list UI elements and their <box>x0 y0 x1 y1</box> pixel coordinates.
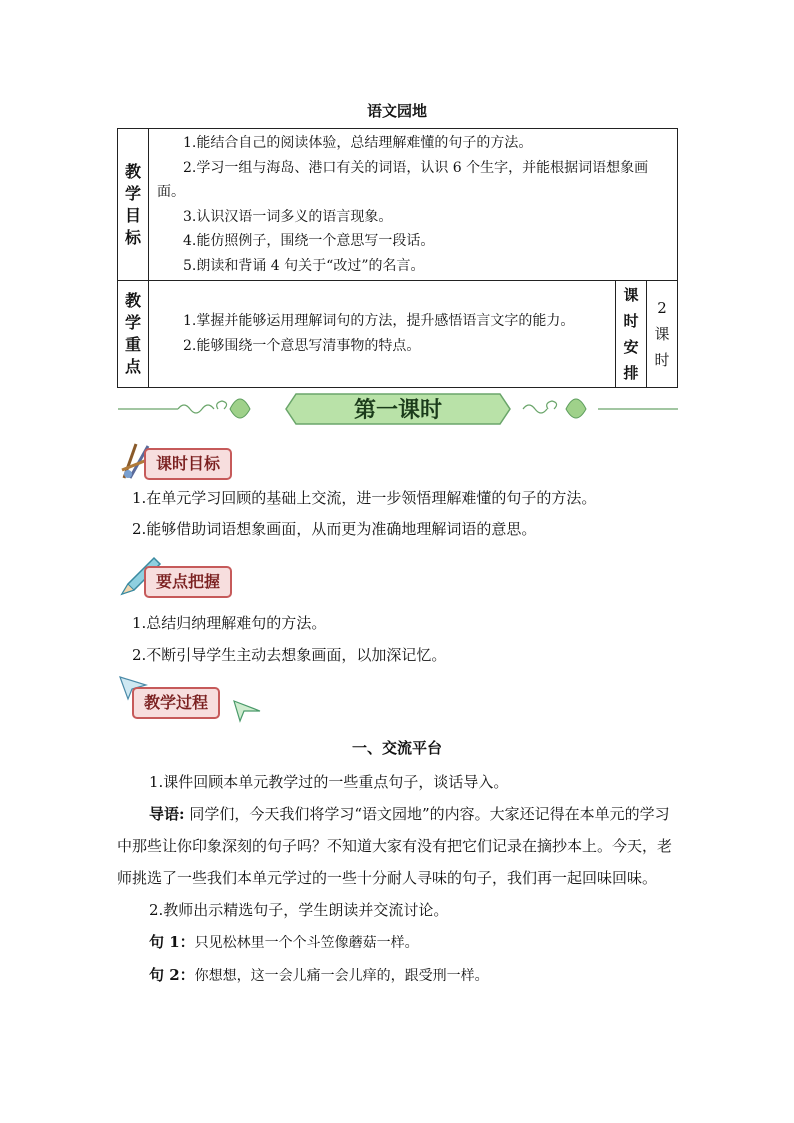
schedule-value: 2 课 时 <box>647 281 678 388</box>
goals-label: 教 学 目 标 <box>118 129 149 281</box>
keypoint-item: 1.总结归纳理解难句的方法。 <box>132 614 327 632</box>
keys-content <box>149 281 616 388</box>
schedule-label: 课 时 安 排 <box>616 281 647 388</box>
paper-plane-icon <box>232 697 262 723</box>
objectives-heading: 课时目标 <box>144 448 232 480</box>
leaf-icon <box>230 399 250 418</box>
banner-right-vine <box>523 401 678 413</box>
process-body <box>117 766 679 992</box>
page-title: 语文园地 <box>366 102 427 120</box>
intro-label: 导语: <box>149 805 185 823</box>
process-badge <box>118 675 268 715</box>
keypoints-badge <box>118 558 258 598</box>
lesson-plan-table <box>117 128 678 388</box>
goal-item: 2.学习一组与海岛、港口有关的词语，认识 6 个生字，并能根据词语想象画面。 <box>157 159 649 200</box>
key-item: 1.掌握并能够运用理解词句的方法，提升感悟语言文字的能力。 <box>183 313 575 329</box>
step-1: 1.课件回顾本单元教学过的一些重点句子，谈话导入。 <box>149 773 509 791</box>
keypoint-item: 2.不断引导学生主动去想象画面，以加深记忆。 <box>132 646 447 664</box>
goal-item: 1.能结合自己的阅读体验，总结理解难懂的句子的方法。 <box>183 135 533 151</box>
leaf-icon <box>566 399 586 418</box>
goal-item: 4.能仿照例子，围绕一个意思写一段话。 <box>183 233 435 249</box>
sentence-2: 句 2：你想想，这一会儿痛一会儿痒的，跟受刑一样。 <box>149 966 489 984</box>
sentence-1: 句 1：只见松林里一个个斗笠像蘑菇一样。 <box>149 933 419 951</box>
lesson-banner <box>118 388 678 430</box>
objectives-badge <box>118 440 258 480</box>
objective-item: 2.能够借助词语想象画面，从而更为准确地理解词语的意思。 <box>132 520 537 538</box>
key-item: 2.能够围绕一个意思写清事物的特点。 <box>183 338 421 354</box>
objective-item: 1.在单元学习回顾的基础上交流，进一步领悟理解难懂的句子的方法。 <box>132 489 597 507</box>
goal-item: 3.认识汉语一词多义的语言现象。 <box>183 208 393 225</box>
keypoints-heading: 要点把握 <box>144 566 232 598</box>
banner-text: 第一课时 <box>353 398 443 423</box>
goal-item: 5.朗读和背诵 4 句关于“改过”的名言。 <box>183 257 425 274</box>
step-2: 2.教师出示精选句子，学生朗读并交流讨论。 <box>149 901 449 919</box>
goals-content <box>149 129 678 281</box>
process-heading: 教学过程 <box>132 687 220 719</box>
banner-left-vine <box>118 401 227 413</box>
keys-label: 教 学 重 点 <box>118 281 149 388</box>
goals-row <box>118 129 678 281</box>
intro-paragraph <box>117 798 679 894</box>
section-heading: 一、交流平台 <box>351 739 442 757</box>
intro-text: 同学们，今天我们将学习“语文园地”的内容。大家还记得在本单元的学习中那些让你印象深刻的句子吗？不知道大家有没有把它们记录在摘抄本上。今天，老师挑选了一些我们本单元学过的一些十分耐人寻味的句子，我们再一起回味回味。 <box>117 805 673 887</box>
keys-row <box>118 281 678 388</box>
